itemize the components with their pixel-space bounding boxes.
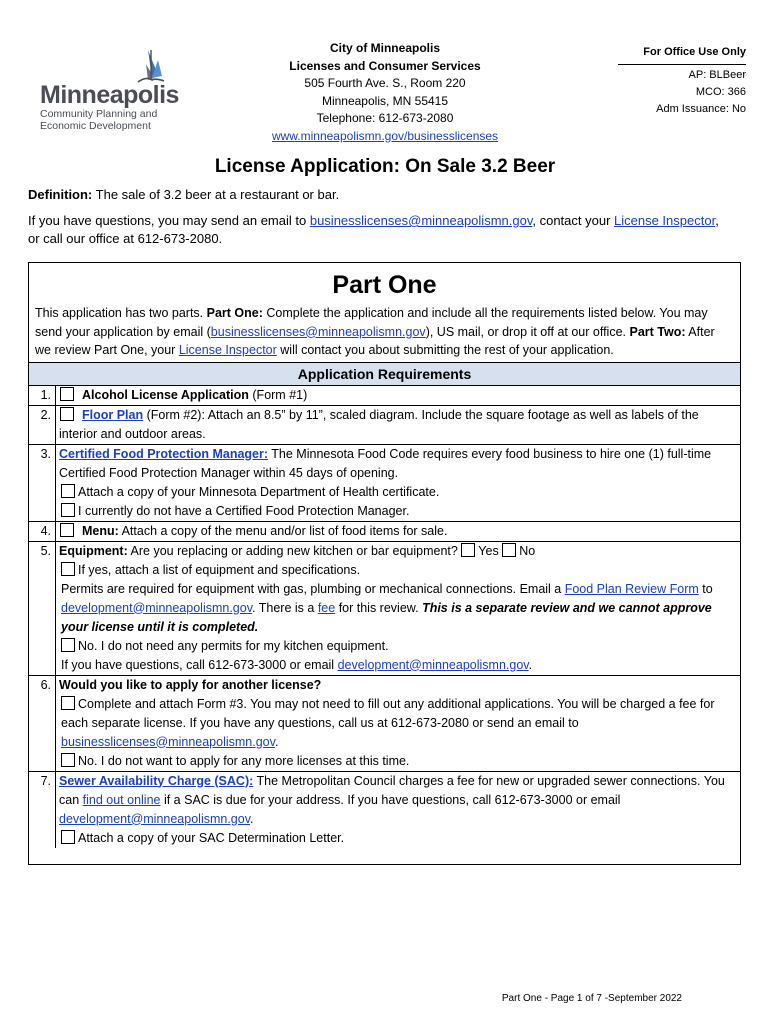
item-number: 6. bbox=[29, 676, 56, 771]
page-footer: Part One - Page 1 of 7 -September 2022 bbox=[501, 993, 682, 1004]
menu-checkbox[interactable] bbox=[60, 523, 74, 537]
sac-letter-checkbox[interactable] bbox=[61, 830, 75, 844]
office-use-title: For Office Use Only bbox=[618, 44, 746, 65]
period: . bbox=[250, 811, 254, 826]
item-number: 2. bbox=[29, 406, 56, 444]
item-4-title: Menu: bbox=[82, 523, 119, 538]
option-label: Complete and attach Form #3. You may not need to fill out any additional applications. You will be charged a fee for each separate license. If you have any questions, call us at 612-673-2080 or send an email to bbox=[61, 696, 715, 730]
header-address-1: 505 Fourth Ave. S., Room 220 bbox=[304, 76, 466, 90]
part-one-inspector-link[interactable]: License Inspector bbox=[178, 343, 277, 357]
equipment-option-1 bbox=[59, 561, 740, 580]
office-mco: MCO: 366 bbox=[695, 86, 746, 98]
part-one-label: Part One: bbox=[206, 306, 263, 320]
equipment-permits-text bbox=[59, 580, 740, 637]
page-title: License Application: On Sale 3.2 Beer bbox=[214, 156, 556, 177]
development-email-link-3[interactable]: development@minneapolismn.gov bbox=[59, 811, 251, 826]
option-label: Attach a copy of your Minnesota Department of Health certificate. bbox=[78, 484, 440, 499]
header-org: City of Minneapolis bbox=[329, 41, 440, 55]
no-label: No bbox=[519, 543, 536, 558]
office-use-block bbox=[618, 44, 746, 118]
intro-email-link[interactable]: businesslicenses@minneapolismn.gov bbox=[309, 213, 533, 228]
header-contact-block bbox=[260, 40, 510, 145]
permits-text-2: to bbox=[698, 581, 713, 596]
fee-link[interactable]: fee bbox=[317, 600, 336, 615]
food-plan-review-link[interactable]: Food Plan Review Form bbox=[564, 581, 699, 596]
equipment-list-checkbox[interactable] bbox=[61, 562, 75, 576]
alcohol-application-checkbox[interactable] bbox=[60, 387, 74, 401]
floor-plan-checkbox[interactable] bbox=[60, 407, 74, 421]
option-label: I currently do not have a Certified Food Protection Manager. bbox=[78, 503, 410, 518]
option-label: Attach a copy of your SAC Determination Letter. bbox=[78, 830, 345, 845]
part-one-text bbox=[29, 301, 740, 360]
option-label: If yes, attach a list of equipment and specifications. bbox=[78, 562, 361, 577]
requirements-header: Application Requirements bbox=[29, 362, 740, 386]
logo-name: Minneapolis bbox=[40, 81, 179, 109]
no-more-licenses-checkbox[interactable] bbox=[61, 753, 75, 767]
item-number: 1. bbox=[29, 386, 56, 405]
header-phone: Telephone: 612-673-2080 bbox=[316, 111, 454, 125]
item-3-text: The Minnesota Food Code requires every food business to hire one (1) full-time Certified Food Protection Manager within 45 days of opening. bbox=[59, 446, 712, 480]
office-ap: AP: BLBeer bbox=[688, 69, 746, 81]
part-one-t5: ), US mail, or drop it off at our office. bbox=[425, 324, 630, 339]
item-number: 3. bbox=[29, 445, 56, 521]
item-5-text: Are you replacing or adding new kitchen or bar equipment? bbox=[127, 543, 462, 558]
requirement-item-1 bbox=[29, 386, 740, 406]
definition bbox=[28, 186, 728, 204]
equipment-no-checkbox[interactable] bbox=[502, 543, 516, 557]
another-license-option-2 bbox=[59, 752, 740, 771]
item-1-text: (Form #1) bbox=[248, 387, 308, 402]
office-adm: Adm Issuance: No bbox=[656, 103, 746, 115]
intro-section bbox=[28, 186, 728, 256]
part-one-t3: Complete the application and include all the requirements listed below. You may send your application by email ( bbox=[35, 306, 708, 339]
item-number: 5. bbox=[29, 542, 56, 675]
header-website-link[interactable]: www.minneapolismn.gov/businesslicenses bbox=[271, 128, 499, 143]
definition-text: The sale of 3.2 beer at a restaurant or bar. bbox=[92, 187, 340, 202]
equipment-questions bbox=[59, 656, 740, 675]
no-manager-checkbox[interactable] bbox=[61, 503, 75, 517]
yes-label: Yes bbox=[478, 543, 499, 558]
development-email-link[interactable]: development@minneapolismn.gov bbox=[61, 600, 253, 615]
sac-link[interactable]: Sewer Availability Charge (SAC): bbox=[59, 773, 254, 788]
sac-text-2: if a SAC is due for your address. If you have questions, call 612-673-3000 or email bbox=[160, 792, 621, 807]
requirement-item-6 bbox=[29, 676, 740, 772]
food-manager-link[interactable]: Certified Food Protection Manager: bbox=[59, 446, 269, 461]
permits-text-3: . There is a bbox=[252, 600, 318, 615]
food-manager-option-2 bbox=[59, 502, 740, 521]
requirement-item-4 bbox=[29, 522, 740, 542]
requirement-item-5 bbox=[29, 542, 740, 676]
period: . bbox=[274, 734, 279, 749]
permits-text-1: Permits are required for equipment with gas, plumbing or mechanical connections. Email a bbox=[61, 581, 565, 596]
questions-text-2: , contact your bbox=[532, 213, 615, 228]
sac-option-1 bbox=[59, 829, 740, 848]
part-one-email-link[interactable]: businesslicenses@minneapolismn.gov bbox=[210, 324, 426, 339]
item-1-title: Alcohol License Application bbox=[82, 387, 249, 402]
part-one-t7: After we review Part One, your bbox=[35, 324, 715, 357]
logo-sub-1: Community Planning and bbox=[40, 108, 158, 120]
item-5-title: Equipment: bbox=[59, 543, 128, 558]
header-address-2: Minneapolis, MN 55415 bbox=[321, 93, 449, 108]
part-one-box bbox=[28, 262, 741, 865]
permits-text-4: for this review. bbox=[335, 600, 423, 615]
no-permits-checkbox[interactable] bbox=[61, 638, 75, 652]
part-two-label: Part Two: bbox=[629, 324, 686, 339]
questions-text-1: If you have questions, you may send an email to bbox=[28, 213, 310, 228]
requirements-list bbox=[29, 386, 740, 848]
logo-text bbox=[40, 82, 179, 132]
floor-plan-link[interactable]: Floor Plan bbox=[82, 407, 144, 422]
part-one-t9: will contact you about submitting the rest of your application. bbox=[276, 343, 614, 357]
logo-sub-2: Economic Development bbox=[40, 120, 151, 132]
part-one-title: Part One bbox=[332, 271, 437, 299]
item-number: 4. bbox=[29, 522, 56, 541]
item-number: 7. bbox=[29, 772, 56, 848]
find-out-online-link[interactable]: find out online bbox=[82, 792, 161, 807]
sac-text-1: The Metropolitan Council charges a fee for new or upgraded sewer connections. You can bbox=[59, 773, 725, 807]
option-label: No. I do not want to apply for any more licenses at this time. bbox=[78, 753, 410, 768]
questions-text-3: , or call our office at 612-673-2080. bbox=[28, 213, 719, 246]
part-one-t1: This application has two parts. bbox=[35, 306, 207, 320]
equipment-questions-text: If you have questions, call 612-673-3000 or email bbox=[61, 657, 338, 672]
item-2-text: (Form #2): Attach an 8.5” by 11”, scaled diagram. Include the square footage as well as labels of the interior and outdoor areas. bbox=[59, 407, 699, 441]
item-4-text: Attach a copy of the menu and/or list of food items for sale. bbox=[118, 523, 448, 538]
separate-review-warning: This is a separate review and we cannot approve your license until it is completed. bbox=[61, 600, 712, 634]
requirement-item-7 bbox=[29, 772, 740, 848]
option-label: No. I do not need any permits for my kitchen equipment. bbox=[78, 638, 389, 653]
equipment-option-2 bbox=[59, 637, 740, 656]
item-6-title: Would you like to apply for another license? bbox=[59, 677, 322, 692]
development-email-link-2[interactable]: development@minneapolismn.gov bbox=[337, 657, 529, 672]
questions-text bbox=[28, 212, 728, 248]
definition-label: Definition: bbox=[28, 187, 93, 202]
attach-certificate-checkbox[interactable] bbox=[61, 484, 75, 498]
business-licenses-email-link[interactable]: businesslicenses@minneapolismn.gov bbox=[61, 734, 275, 749]
requirement-item-2 bbox=[29, 406, 740, 445]
requirement-item-3 bbox=[29, 445, 740, 522]
header-dept: Licenses and Consumer Services bbox=[289, 58, 481, 73]
equipment-yes-checkbox[interactable] bbox=[461, 543, 475, 557]
food-manager-option-1 bbox=[59, 483, 740, 502]
another-license-option-1 bbox=[59, 695, 740, 752]
period: . bbox=[528, 657, 533, 672]
intro-license-inspector-link[interactable]: License Inspector bbox=[614, 213, 716, 228]
form-3-checkbox[interactable] bbox=[61, 696, 75, 710]
